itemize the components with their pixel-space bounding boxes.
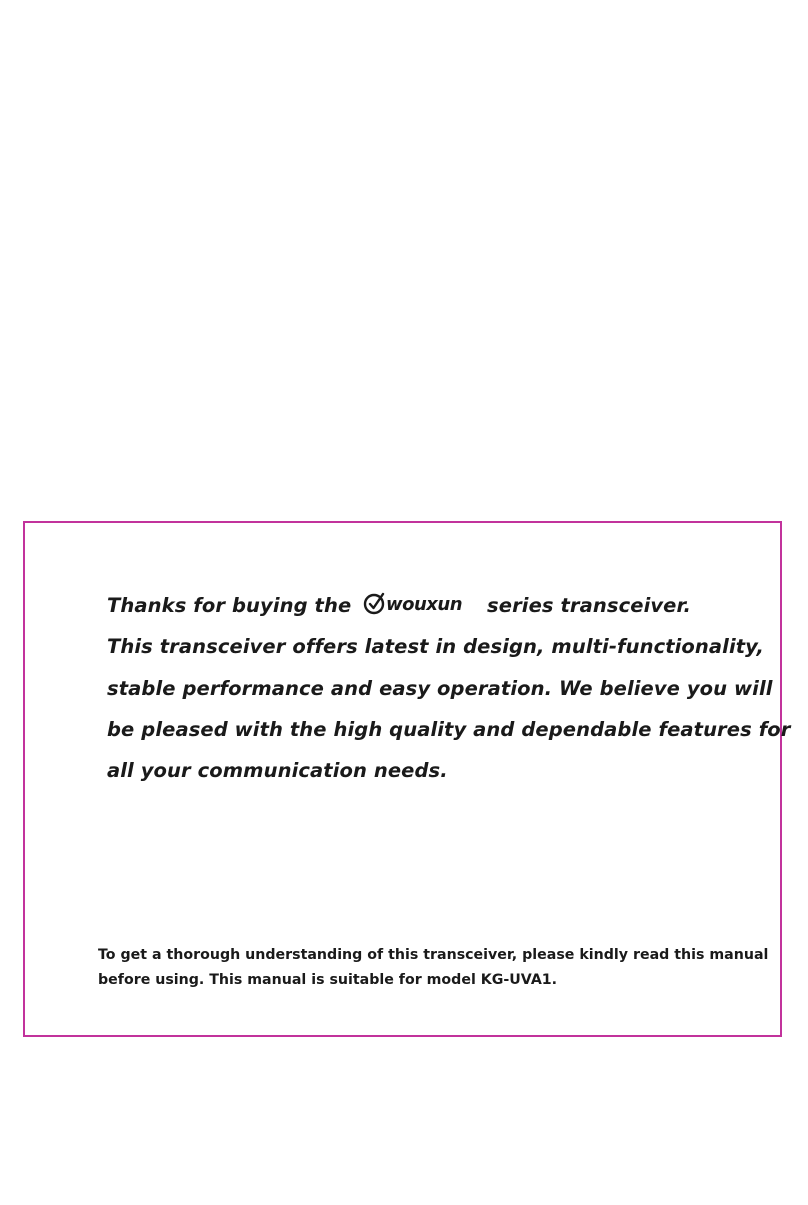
manual-note-line-2: before using. This manual is suitable for model KG-UVA1. [98,972,558,988]
intro-line-2: This transceiver offers latest in design, multi-functionality, [107,635,764,659]
intro-line-1-before: Thanks for buying the [107,594,359,617]
intro-line-4: be pleased with the high quality and dependable features for [107,717,791,741]
intro-line-1-after: series transceiver. [480,594,691,617]
brand-logo-text: wouxun [386,594,463,615]
intro-line-5: all your communication needs. [107,759,448,783]
intro-paragraph [107,585,791,791]
intro-line-3: stable performance and easy operation. We believe you will [107,676,773,700]
manual-note [98,943,769,993]
intro-line-1 [107,585,707,626]
manual-note-line-1: To get a thorough understanding of this transceiver, please kindly read this manual [98,947,769,963]
wouxun-logo-icon [362,591,478,615]
brand-logo [362,591,478,615]
